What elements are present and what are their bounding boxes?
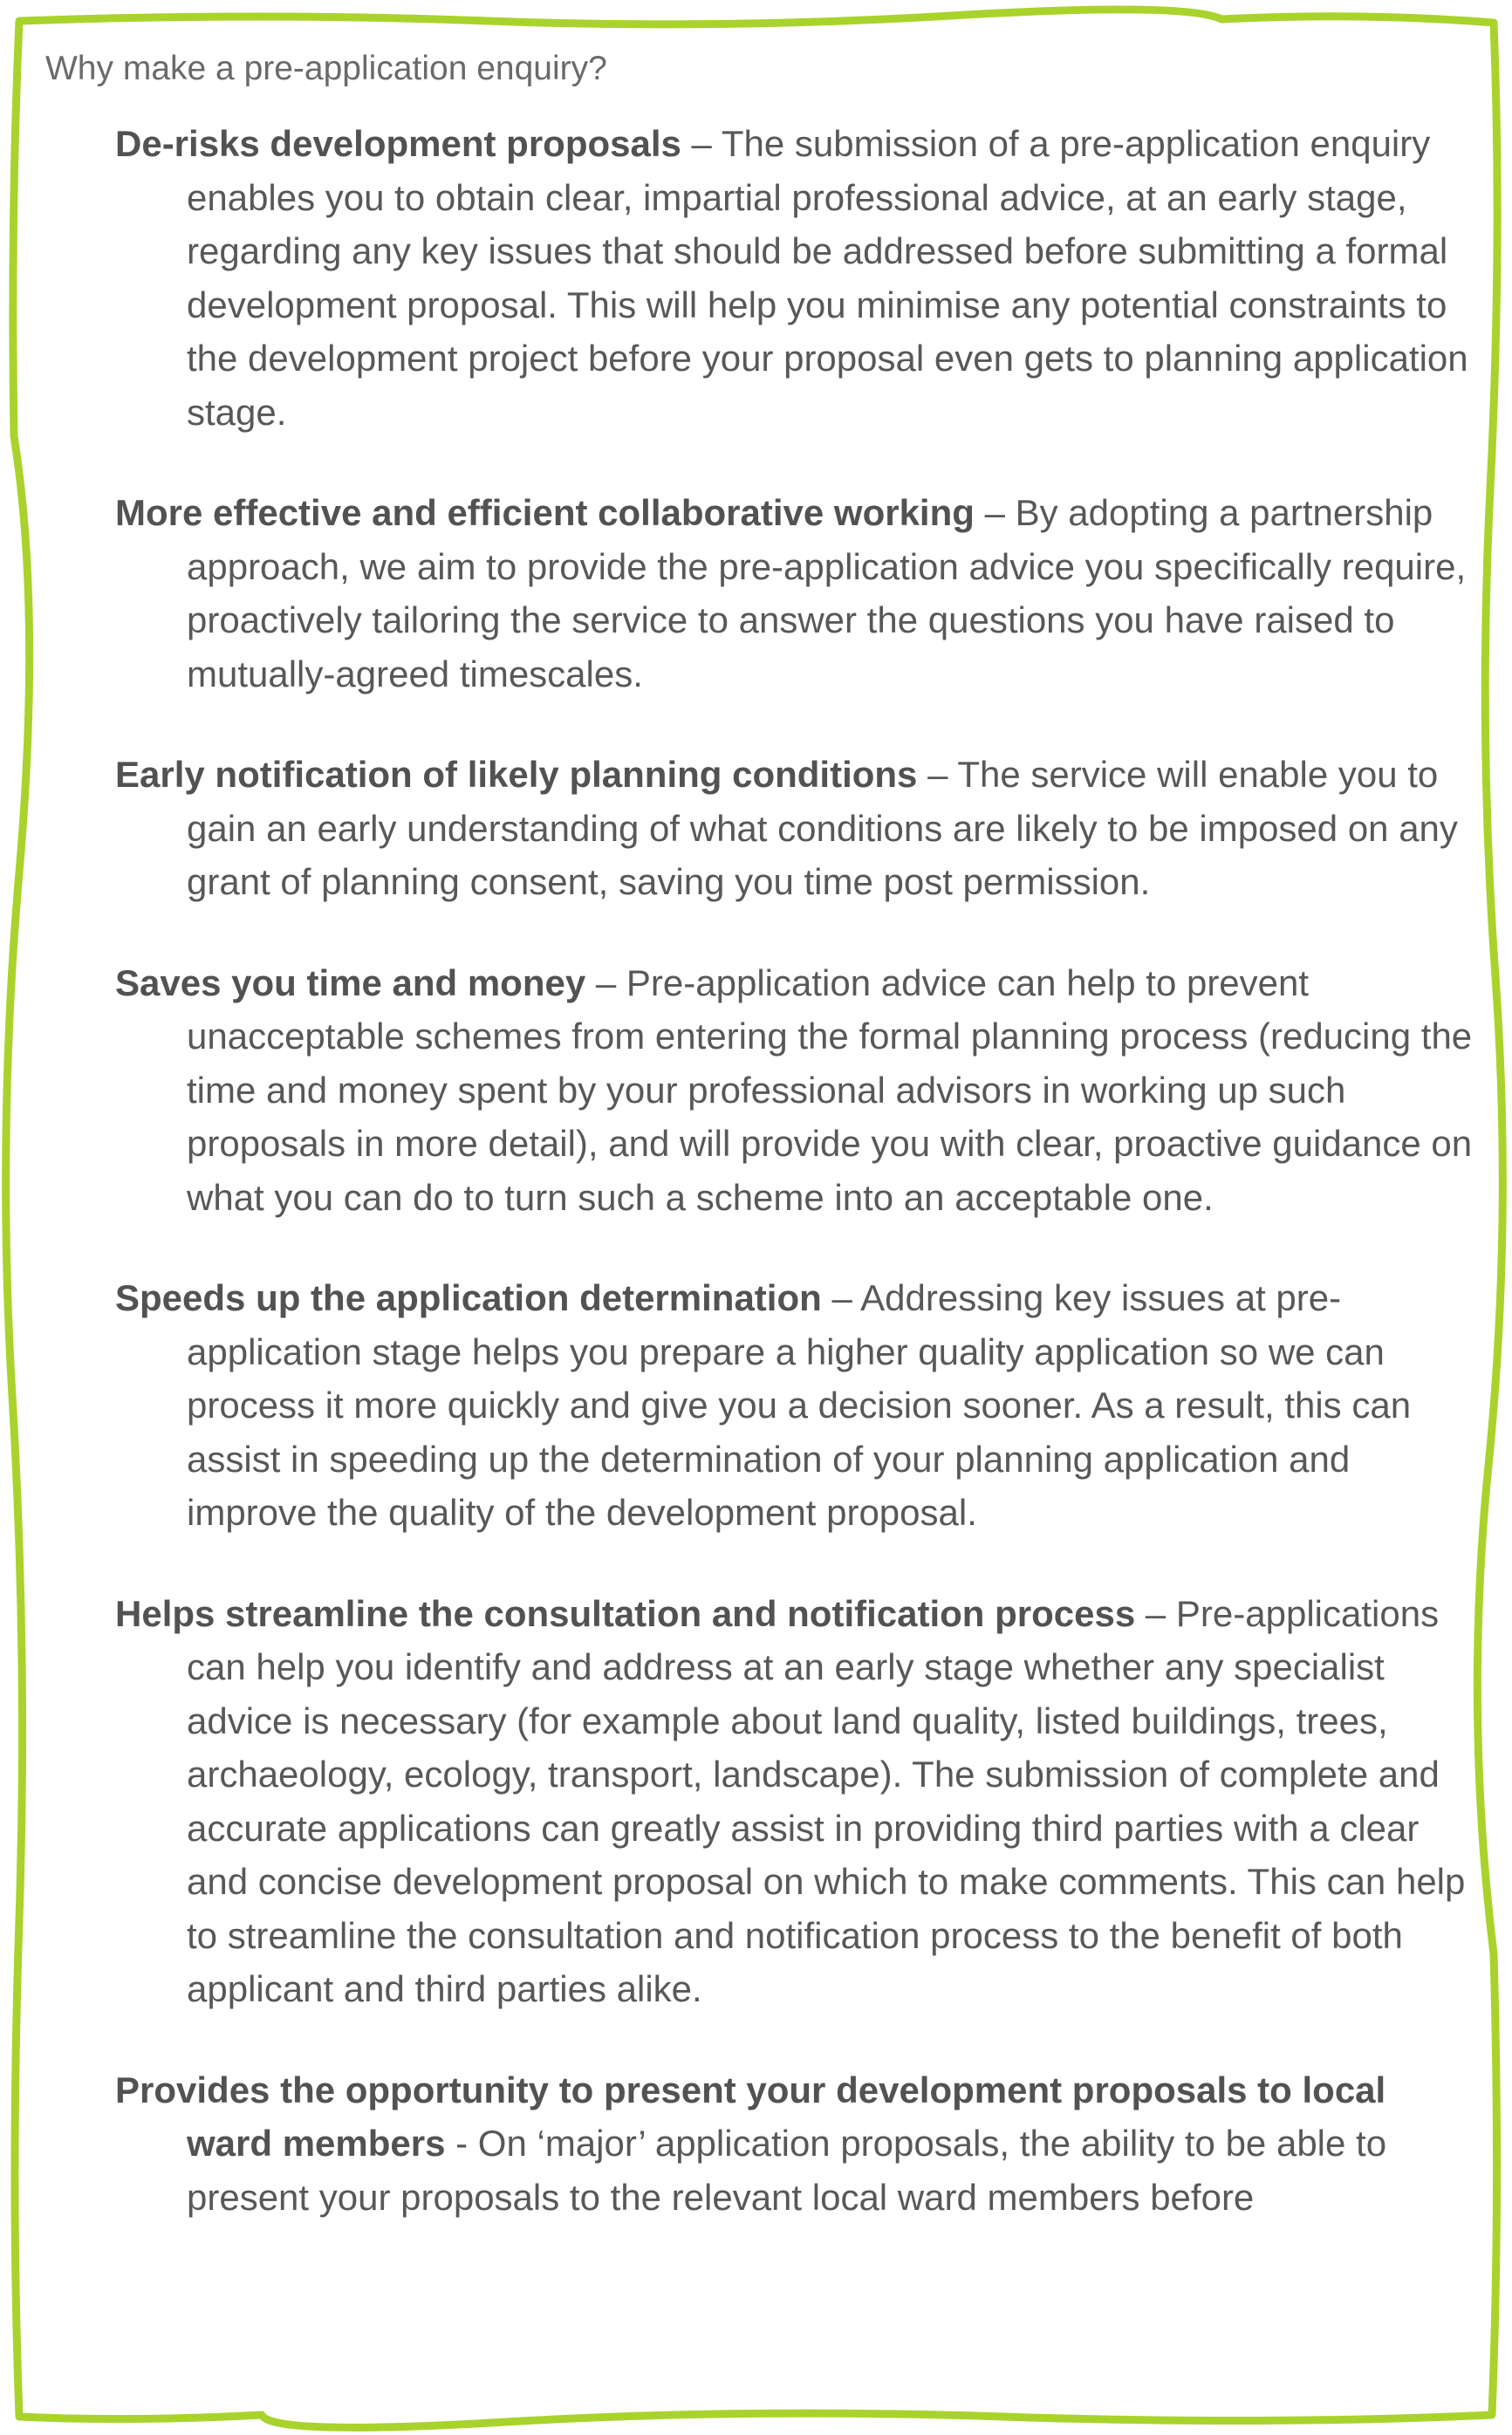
benefit-description: By adopting a partnership approach, we aim to provide the pre-application advice you specifically require, proactively tailoring the service to answer the questions you have raised to mutually-agreed timescales.: [187, 492, 1467, 694]
benefit-title: Speeds up the application determination: [115, 1277, 822, 1318]
benefit-title: Helps streamline the consultation and notification process: [115, 1592, 1136, 1634]
benefit-description: The submission of a pre-application enquiry enables you to obtain clear, impartial professional advice, at an early stage, regarding any key issues that should be addressed before submitting a formal development proposal. This will help you minimise any potential constraints to the development project before your proposal even gets to planning application stage.: [187, 123, 1468, 433]
document-body: [45, 42, 1476, 2271]
page-heading: Why make a pre-application enquiry?: [45, 50, 607, 87]
benefit-item-saves-time-money: [45, 956, 1476, 1225]
benefit-title: Provides the opportunity to present your development proposals to local ward members: [115, 2069, 1386, 2164]
benefit-separator: -: [445, 2123, 478, 2164]
benefit-item-early-notification: [45, 748, 1476, 909]
benefit-item-de-risks: [45, 117, 1476, 439]
benefit-separator: –: [1135, 1592, 1176, 1634]
benefit-separator: –: [821, 1277, 861, 1318]
benefit-title: Early notification of likely planning conditions: [115, 754, 918, 795]
benefit-title: De-risks development proposals: [115, 123, 681, 164]
benefit-description: The service will enable you to gain an early understanding of what conditions are likely to be imposed on any grant of planning consent, saving you time post permission.: [187, 754, 1458, 902]
benefit-separator: –: [585, 961, 626, 1003]
benefit-title: More effective and efficient collaborative working: [115, 492, 975, 533]
benefit-description: Addressing key issues at pre-application stage helps you prepare a higher quality application so we can process it more quickly and give you a decision sooner. As a result, this can assist in speeding up the determination of your planning application and improve the quality of the development proposal.: [187, 1277, 1412, 1533]
benefit-item-streamline-consultation: [45, 1587, 1476, 2016]
benefit-separator: –: [917, 754, 958, 795]
benefit-title: Saves you time and money: [115, 961, 586, 1003]
benefit-item-speeds-up-determination: [45, 1271, 1476, 1540]
benefit-separator: –: [974, 492, 1016, 533]
benefit-description: On ‘major’ application proposals, the ability to be able to present your proposals to the relevant local ward members before: [187, 2123, 1387, 2218]
benefit-item-collaborative-working: [45, 486, 1476, 701]
benefit-description: Pre-application advice can help to prevent unacceptable schemes from entering the formal planning process (reducing the time and money spent by your professional advisors in working up such proposals in more detail), and will provide you with clear, proactive guidance on what you can do to turn such a scheme into an acceptable one.: [187, 961, 1473, 1218]
benefit-description: Pre-applications can help you identify and address at an early stage whether any specialist advice is necessary (for example about land quality, listed buildings, trees, archaeology, ecology, transport, landscape). The submission of complete and accurate applications can greatly assist in providing third parties with a clear and concise development proposal on which to make comments. This can help to streamline the consultation and notification process to the benefit of both applicant and third parties alike.: [187, 1592, 1466, 2009]
benefit-item-present-to-ward-members: [45, 2063, 1476, 2225]
benefit-separator: –: [681, 123, 722, 164]
